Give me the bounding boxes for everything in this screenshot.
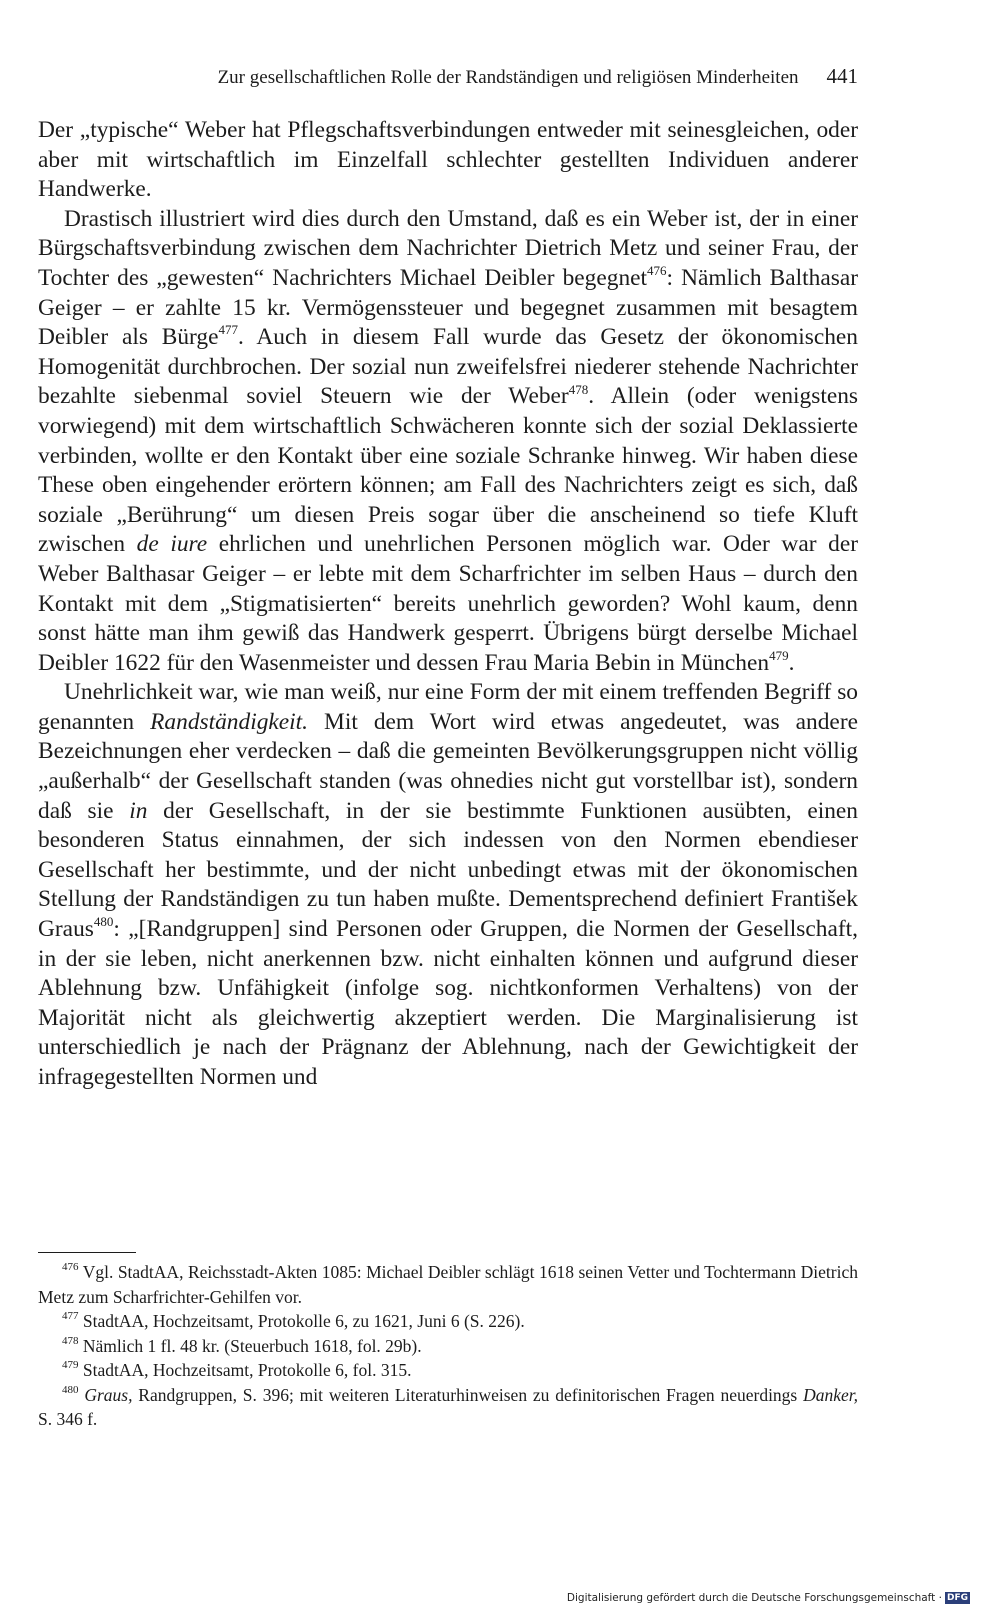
text-run: Drastisch illustriert wird dies durch den Umstand, daß es ein Weber ist, der in einer Bürgschaftsverbindung zwischen dem Nachrichter Dietrich Metz und seiner Frau, der Tochter des „gewesten“ Nachrichters Michael Deibler begegnet — [38, 205, 858, 291]
text-run: . Auch in diesem Fall wurde das Gesetz der ökonomischen Homogenität durchbrochen. Der sozial nun zweifelsfrei niederer stehende Nachrichter bezahlte siebenmal soviel Steuern wie der Weber — [38, 324, 858, 410]
footnote-text: StadtAA, Hochzeitsamt, Protokolle 6, fol. 315. — [82, 1360, 412, 1380]
footnote-476 — [38, 1260, 858, 1309]
italic-term: Randständigkeit. — [150, 708, 309, 735]
footnote-text: Nämlich 1 fl. 48 kr. (Steuerbuch 1618, fol. 29b). — [82, 1335, 422, 1356]
text-run: Der „typische“ Weber hat Pflegschaftsverbindungen entweder mit seinesgleichen, oder aber mit wirtschaftlich im Einzelfall schlechter gestellten Individuen anderer Handwerke. — [38, 117, 858, 203]
dfg-logo: DFG — [946, 1593, 968, 1603]
footnote-author: Graus, — [84, 1384, 133, 1405]
footnote-text: StadtAA, Hochzeitsamt, Protokolle 6, zu 1621, Juni 6 (S. 226). — [82, 1311, 525, 1331]
text-run: . — [788, 649, 795, 676]
footnote-479 — [38, 1358, 858, 1383]
running-title: Zur gesellschaftlichen Rolle der Randständigen und religiösen Minderheiten — [217, 67, 799, 88]
italic-term: de iure — [136, 531, 208, 558]
footnote-number: 480 — [62, 1383, 79, 1396]
page-number: 441 — [826, 64, 858, 88]
footnote-number: 477 — [62, 1310, 79, 1323]
footnotes — [38, 1260, 858, 1432]
paragraph-3 — [38, 678, 858, 1092]
footnote-478 — [38, 1334, 858, 1359]
digitization-credit — [567, 1591, 970, 1605]
text-run: ehrlichen und unehrlichen Personen möglich war. Oder war der Weber Balthasar Geiger – er lebte mit dem Scharfrichter im selben Haus – durch den Kontakt mit dem „Stigmatisierten“ bereits unehrlich geworden? Wohl kaum, denn sonst hätte man ihm gewiß das Handwerk gesperrt. Übrigens bürgt derselbe Michael Deibler 1622 für den Wasenmeister und dessen Frau Maria Bebin in München — [38, 531, 858, 676]
footnote-ref-479[interactable]: 479 — [769, 647, 789, 663]
footnote-author: Danker, — [803, 1384, 858, 1405]
footnote-477 — [38, 1309, 858, 1334]
footnote-480 — [38, 1383, 858, 1432]
text-run: : Nämlich Balthasar Geiger – er zahlte 15 kr. Vermögenssteuer und begegnet zusammen mit besagtem Deibler als Bürge — [38, 264, 858, 351]
text-run: : „[Randgruppen] sind Personen oder Gruppen, die Normen der Gesellschaft, in der sie leben, nicht anerkennen bzw. nicht einhalten können und aufgrund dieser Ablehnung bzw. Unfähigkeit (infolge sog. nichtkonformen Verhaltens) von der Majorität nicht als gleichwertig akzeptiert werden. Die Marginalisierung ist unterschiedlich je nach der Prägnanz der Ablehnung, nach der Gewichtigkeit der infragegestellten Normen und — [38, 916, 858, 1090]
main-text — [38, 116, 858, 1093]
footnote-text: S. 346 f. — [38, 1409, 98, 1429]
text-run: . Allein (oder wenigstens vorwiegend) mit dem wirtschaftlich Schwächeren konnte sich der sozial Deklassierte verbinden, wollte er den Kontakt über eine soziale Schranke hinweg. Wir haben diese These oben eingehender erörtern können; am Fall des Nachrichters zeigt es sich, daß soziale „Berührung“ um diesen Preis sogar über die anscheinend so tiefe Kluft zwischen — [38, 383, 858, 558]
footnote-ref-480[interactable]: 480 — [93, 914, 114, 930]
text-run: Mit dem Wort wird etwas angedeutet, was andere Bezeichnungen eher verdecken – daß die gemeinten Bevölkerungsgruppen nicht völlig „außerhalb“ der Gesellschaft standen (was ohnedies nicht gut vorstellbar ist), sondern daß sie — [38, 708, 858, 824]
footnote-text: Randgruppen, S. 396; mit weiteren Literaturhinweisen zu definitorischen Fragen neuerdings — [132, 1384, 804, 1405]
credit-text: Digitalisierung gefördert durch die Deutsche Forschungsgemeinschaft · — [566, 1592, 942, 1604]
footnote-number: 478 — [62, 1334, 79, 1347]
footnote-ref-476[interactable]: 476 — [647, 263, 667, 279]
footnote-text: Vgl. StadtAA, Reichsstadt-Akten 1085: Michael Deibler schlägt 1618 seinen Vetter und Tochtermann Dietrich Metz zum Scharfrichter-Gehilfen vor. — [38, 1262, 858, 1307]
footnote-separator — [38, 1252, 136, 1253]
paragraph-1 — [38, 116, 858, 205]
footnote-number: 479 — [62, 1359, 79, 1372]
running-header — [38, 60, 858, 92]
text-run: der Gesellschaft, in der sie bestimmte Funktionen ausübten, einen besonderen Status einnahmen, der sich indessen von den Normen ebendieser Gesellschaft her bestimmte, und der nicht unbedingt etwas mit der ökonomischen Stellung der Randständigen zu tun haben mußte. Dementsprechend definiert František Graus — [38, 797, 858, 943]
italic-term: in — [129, 797, 148, 824]
paragraph-2 — [38, 205, 858, 679]
footnote-ref-478[interactable]: 478 — [568, 381, 589, 397]
text-run: Unehrlichkeit war, wie man weiß, nur eine Form der mit einem treffenden Begriff so genannten — [38, 679, 858, 735]
footnote-ref-477[interactable]: 477 — [218, 322, 238, 338]
footnote-number: 476 — [62, 1261, 79, 1274]
